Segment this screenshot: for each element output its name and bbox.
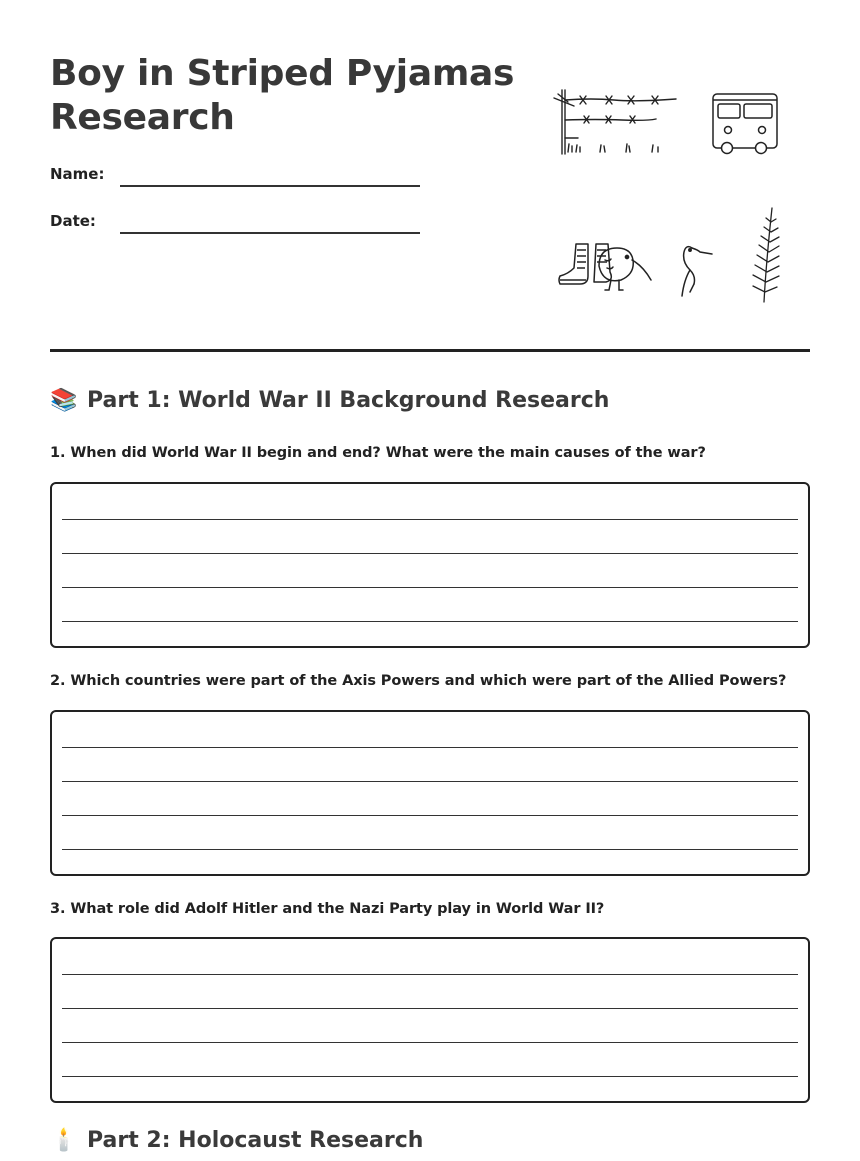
section-2-heading xyxy=(50,1128,423,1153)
name-line[interactable] xyxy=(120,185,420,187)
answer-line xyxy=(62,587,798,588)
question-1: 1. When did World War II begin and end? What were the main causes of the war? xyxy=(50,445,706,461)
answer-line xyxy=(62,1008,798,1009)
name-label: Name: xyxy=(50,165,105,183)
candle-icon: 🕯️ xyxy=(50,1128,78,1153)
date-line[interactable] xyxy=(120,232,420,234)
answer-line xyxy=(62,974,798,975)
train-wagon-icon xyxy=(710,90,780,156)
header-divider xyxy=(50,349,810,352)
answer-line xyxy=(62,1042,798,1043)
answer-line xyxy=(62,519,798,520)
answer-line xyxy=(62,849,798,850)
answer-box-3[interactable] xyxy=(50,937,810,1103)
heron-bird-icon xyxy=(676,240,716,298)
page-title: Boy in Striped Pyjamas Research xyxy=(50,53,515,138)
fern-frond-icon xyxy=(744,204,786,304)
barbed-wire-fence-icon xyxy=(552,86,680,158)
answer-line xyxy=(62,781,798,782)
books-icon: 📚 xyxy=(50,388,78,413)
answer-line xyxy=(62,1076,798,1077)
question-3: 3. What role did Adolf Hitler and the Nazi Party play in World War II? xyxy=(50,901,605,917)
answer-line xyxy=(62,621,798,622)
answer-line xyxy=(62,553,798,554)
question-2: 2. Which countries were part of the Axis Powers and which were part of the Allied Powers? xyxy=(50,673,787,689)
section-1-title: Part 1: World War II Background Research xyxy=(87,388,610,413)
date-field[interactable] xyxy=(50,212,420,238)
date-label: Date: xyxy=(50,212,96,230)
section-1-heading xyxy=(50,388,609,413)
answer-box-2[interactable] xyxy=(50,710,810,876)
answer-line xyxy=(62,815,798,816)
section-2-title: Part 2: Holocaust Research xyxy=(87,1128,424,1153)
name-field[interactable] xyxy=(50,165,420,191)
kiwi-bird-icon xyxy=(593,244,655,294)
answer-line xyxy=(62,747,798,748)
answer-box-1[interactable] xyxy=(50,482,810,648)
